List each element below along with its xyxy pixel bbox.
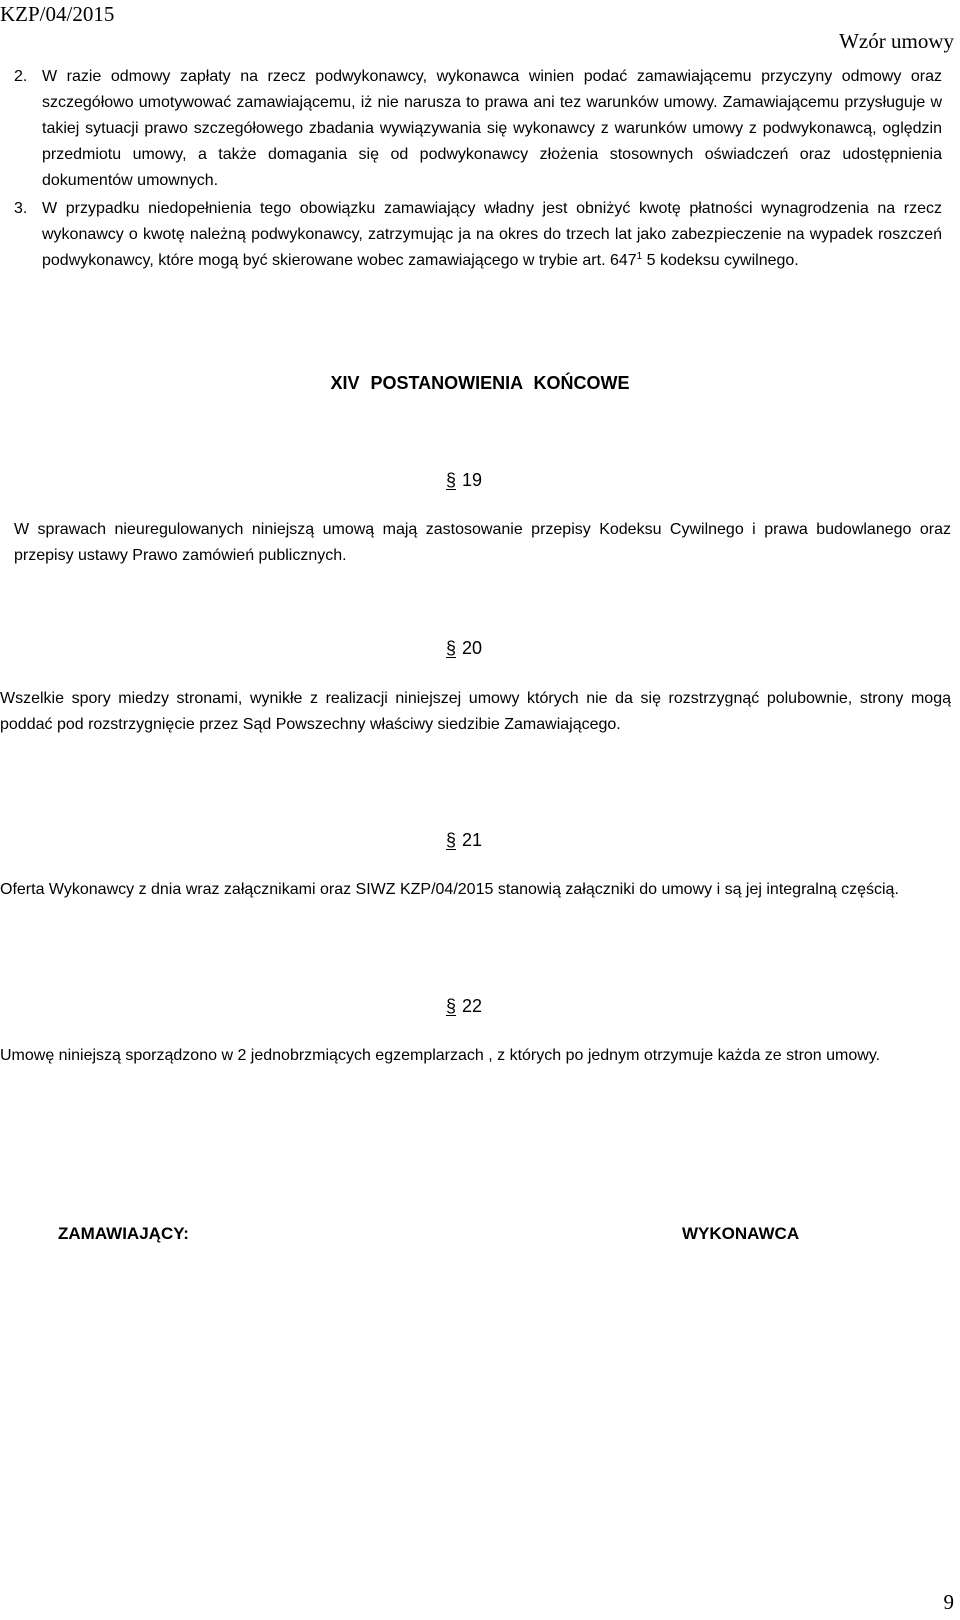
paragraph-number-21: 21 [462, 830, 483, 850]
section-title: XIV POSTANOWIENIA KOŃCOWE [330, 373, 630, 393]
paragraph-sign: § [446, 830, 457, 850]
paragraph-number-19: 19 [462, 470, 483, 490]
document-id: KZP/04/2015 [0, 2, 115, 26]
list-item-3 [14, 196, 942, 276]
list-item-text: W przypadku niedopełnienia tego obowiązku zamawiający władny jest obniżyć kwotę płatności wynagrodzenia na rzecz wykonawcy o kwotę należną podwykonawcy, zatrzymując ja na okres do trzech lat jako zabezpieczenie na wypadek roszczeń podwykonawcy, które mogą być skierowane wobec zamawiającego w trybie art. $647^1$ 5 kodeksu cywilnego. [42, 200, 942, 269]
paragraph-sign: § [446, 996, 457, 1016]
paragraph-number-22: 22 [462, 996, 483, 1016]
paragraph-sign: § [446, 470, 457, 490]
signature-contractor: WYKONAWCA [682, 1224, 800, 1243]
list-item-number: 2. [14, 68, 28, 85]
paragraph-22-text: Umowę niniejszą sporządzono w 2 jednobrzmiących egzemplarzach , z których po jednym otrzymuje każda ze stron umowy. [0, 1047, 881, 1064]
paragraph-21-text: Oferta Wykonawcy z dnia wraz załącznikami oraz SIWZ KZP/04/2015 stanowią załączniki do umowy i są jej integralną częścią. [0, 881, 899, 898]
document-type: Wzór umowy [839, 29, 954, 53]
paragraph-sign: § [446, 638, 457, 658]
superscript: 1 [636, 251, 643, 262]
paragraph-20-text: Wszelkie spory miedzy stronami, wynikłe z realizacji niniejszej umowy których nie da się rozstrzygnąć polubownie, strony mogą poddać pod rozstrzygnięcie przez Sąd Powszechny właściwy siedzibie Zamawiającego. [0, 690, 951, 733]
paragraph-19-text: W sprawach nieuregulowanych niniejszą umową mają zastosowanie przepisy Kodeksu Cywilnego i prawa budowlanego oraz przepisy ustawy Prawo zamówień publicznych. [14, 521, 951, 564]
paragraph-number-20: 20 [462, 638, 483, 658]
list-item-number: 3. [14, 200, 28, 217]
list-item-text: W razie odmowy zapłaty na rzecz podwykonawcy, wykonawca winien podać zamawiającemu przyczyny odmowy oraz szczegółowo umotywować zamawiającemu, iż nie narusza to prawa ani tez warunków umowy. Zamawiającemu przysługuje w takiej sytuacji prawo szczegółowego zbadania wywiązywania się wykonawcy z warunków umowy z podwykonawcą, oględzin przedmiotu umowy, a także domagania się od podwykonawcy złożenia stosownych oświadczeń oraz udostępnienia dokumentów umownych. [42, 68, 942, 189]
page-number: 9 [943, 1590, 954, 1614]
list-item-2 [14, 64, 942, 194]
signature-contracting-authority: ZAMAWIAJĄCY: [58, 1224, 189, 1243]
